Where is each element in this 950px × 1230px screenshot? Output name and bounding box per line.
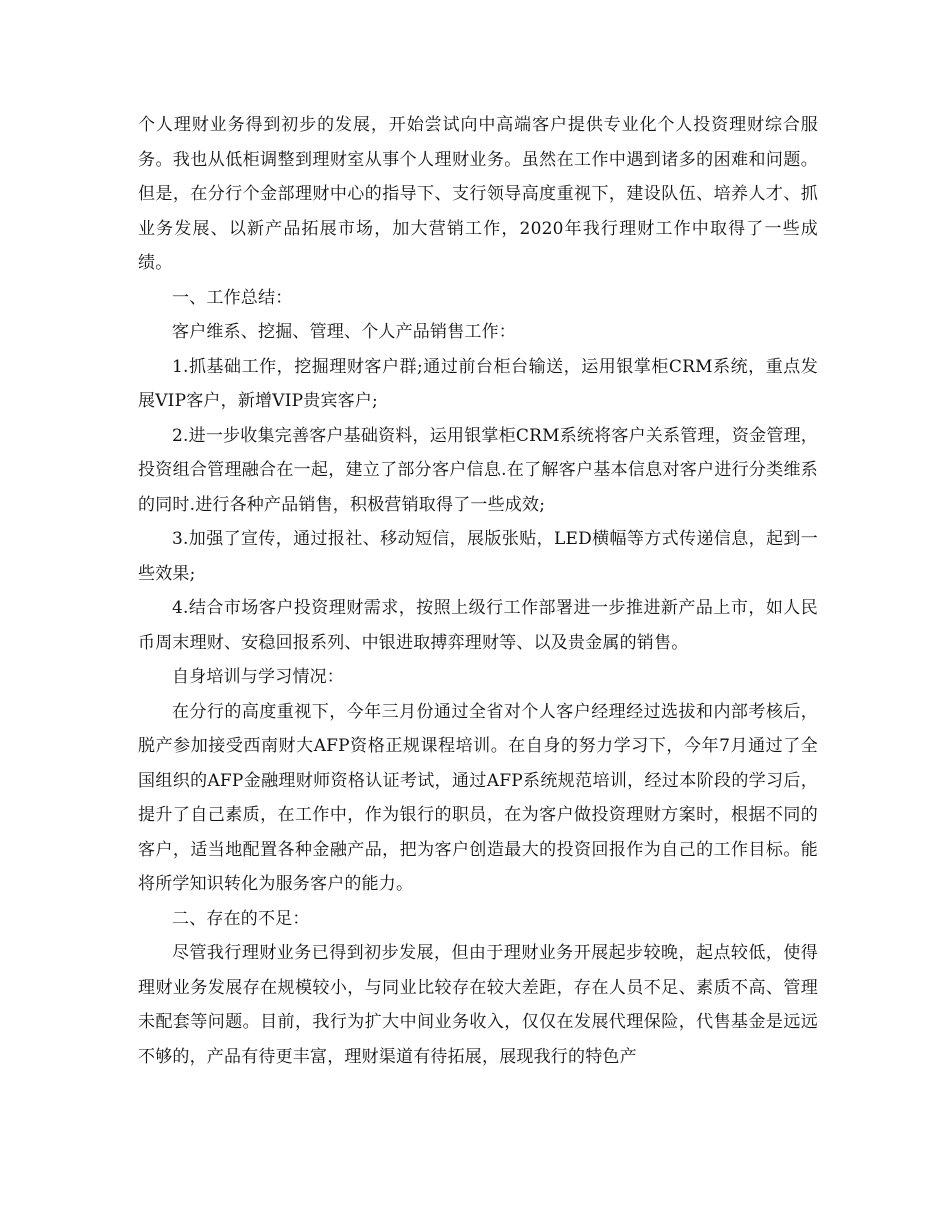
list-item-3: 3.加强了宣传，通过报社、移动短信，展版张贴，LED横幅等方式传递信息，起到一些效果; — [138, 529, 818, 584]
subheading-training: 自身培训与学习情况： — [172, 667, 344, 687]
subheading-client-maintenance: 客户维系、挖掘、管理、个人产品销售工作： — [172, 322, 516, 342]
paragraph-intro: 个人理财业务得到初步的发展，开始尝试向中高端客户提供专业化个人投资理财综合服务。我也从低柜调整到理财室从事个人理财业务。虽然在工作中遇到诸多的困难和问题。但是，在分行个金部理财中心的指导下、支行领导高度重视下，建设队伍、培养人才、抓业务发展、以新产品拓展市场，加大营销工作，2020年我行理财工作中取得了一些成绩。 — [138, 115, 818, 273]
list-item-4: 4.结合市场客户投资理财需求，按照上级行工作部署进一步推进新产品上市，如人民币周末理财、安稳回报系列、中银进取搏弈理财等、以及贵金属的销售。 — [138, 598, 818, 653]
heading-work-summary: 一、工作总结： — [172, 287, 293, 308]
heading-shortcomings: 二、存在的不足： — [172, 908, 310, 929]
list-item-2: 2.进一步收集完善客户基础资料，运用银掌柜CRM系统将客户关系管理，资金管理，投资组合管理融合在一起，建立了部分客户信息.在了解客户基本信息对客户进行分类维系的同时.进行各种产品销售，积极营销取得了一些成效; — [138, 425, 818, 515]
paragraph-training: 在分行的高度重视下，今年三月份通过全省对个人客户经理经过选拔和内部考核后，脱产参加接受西南财大AFP资格正规课程培训。在自身的努力学习下，今年7月通过了全国组织的AFP金融理财师资格认证考试，通过AFP系统规范培训，经过本阶段的学习后，提升了自己素质，在工作中，作为银行的职员，在为客户做投资理财方案时，根据不同的客户，适当地配置各种金融产品，把为客户创造最大的投资回报作为自己的工作目标。能将所学知识转化为服务客户的能力。 — [138, 701, 818, 894]
paragraph-shortcomings: 尽管我行理财业务已得到初步发展，但由于理财业务开展起步较晚，起点较低，使得理财业务发展存在规模较小，与同业比较存在较大差距，存在人员不足、素质不高、管理未配套等问题。目前，我行为扩大中间业务收入，仅仅在发展代理保险，代售基金是远远不够的，产品有待更丰富，理财渠道有待拓展，展现我行的特色产 — [138, 943, 818, 1067]
document-body — [138, 108, 818, 1074]
list-item-1: 1.抓基础工作，挖掘理财客户群;通过前台柜台输送，运用银掌柜CRM系统，重点发展VIP客户，新增VIP贵宾客户; — [138, 356, 818, 411]
